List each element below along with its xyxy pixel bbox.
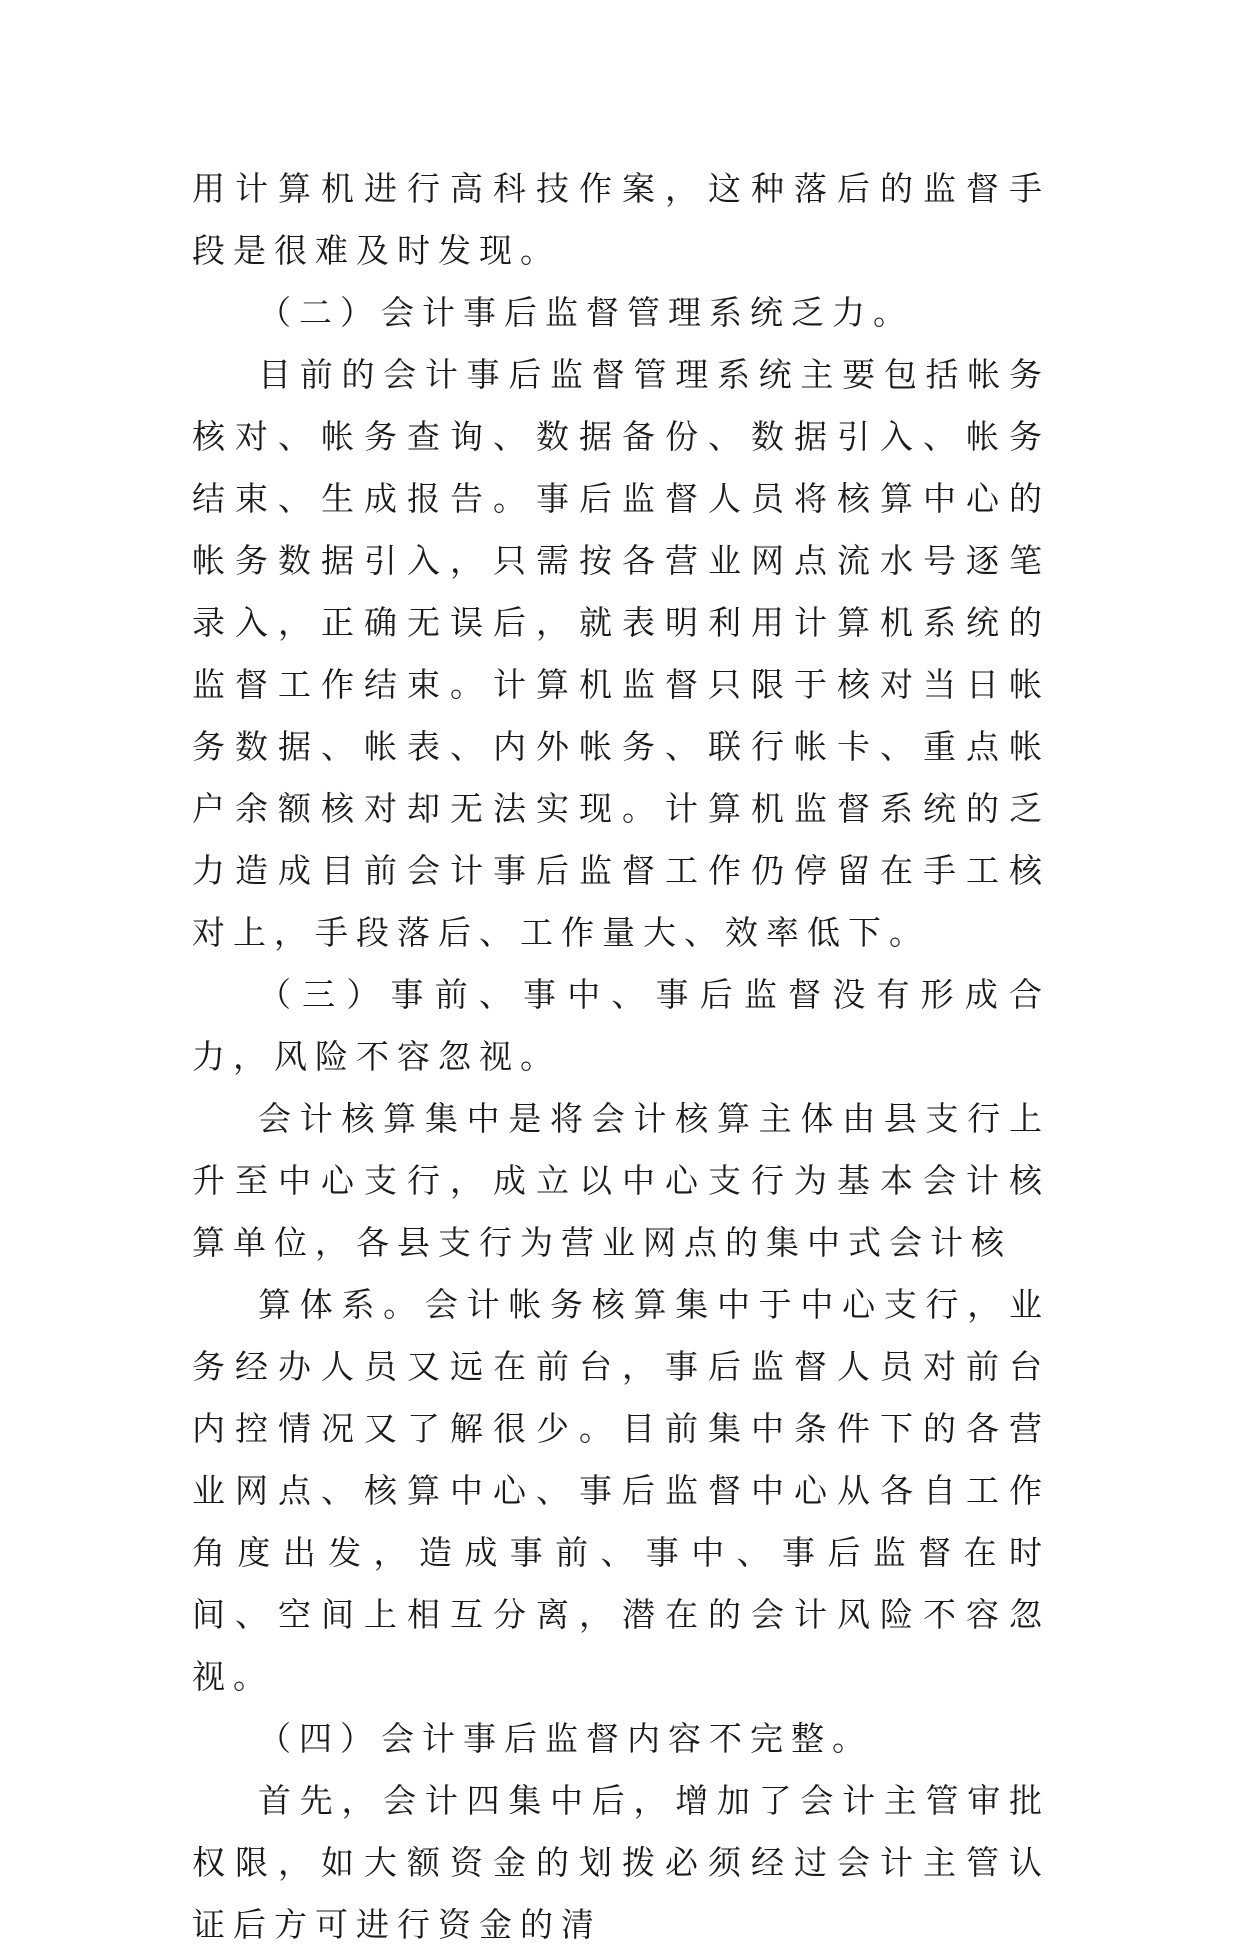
document-body: [192, 158, 1050, 1956]
paragraph-centralized-accounting: 会计核算集中是将会计核算主体由县支行上升至中心支行，成立以中心支行为基本会计核算单位，各县支行为营业网点的集中式会计核: [192, 1099, 1050, 1262]
section-heading-2: （二）会计事后监督管理系统乏力。: [258, 293, 914, 332]
paragraph-supervision-content: 首先，会计四集中后，增加了会计主管审批权限，如大额资金的划拨必须经过会计主管认证后方可进行资金的清: [192, 1781, 1050, 1944]
paragraph-continuation: 用计算机进行高科技作案，这种落后的监督手段是很难及时发现。: [192, 169, 1050, 270]
paragraph-system-weakness: 目前的会计事后监督管理系统主要包括帐务核对、帐务查询、数据备份、数据引入、帐务结束、生成报告。事后监督人员将核算中心的帐务数据引入，只需按各营业网点流水号逐笔录入，正确无误后，就表明利用计算机系统的监督工作结束。计算机监督只限于核对当日帐务数据、帐表、内外帐务、联行帐卡、重点帐户余额核对却无法实现。计算机监督系统的乏力造成目前会计事后监督工作仍停留在手工核对上，手段落后、工作量大、效率低下。: [192, 355, 1050, 952]
section-heading-3: （三）事前、事中、事后监督没有形成合力，风险不容忽视。: [192, 975, 1050, 1076]
paragraph-accounting-system: 算体系。会计帐务核算集中于中心支行，业务经办人员又远在前台，事后监督人员对前台内控情况又了解很少。目前集中条件下的各营业网点、核算中心、事后监督中心从各自工作角度出发，造成事前、事中、事后监督在时间、空间上相互分离，潜在的会计风险不容忽视。: [192, 1285, 1050, 1696]
section-heading-4: （四）会计事后监督内容不完整。: [258, 1719, 873, 1758]
